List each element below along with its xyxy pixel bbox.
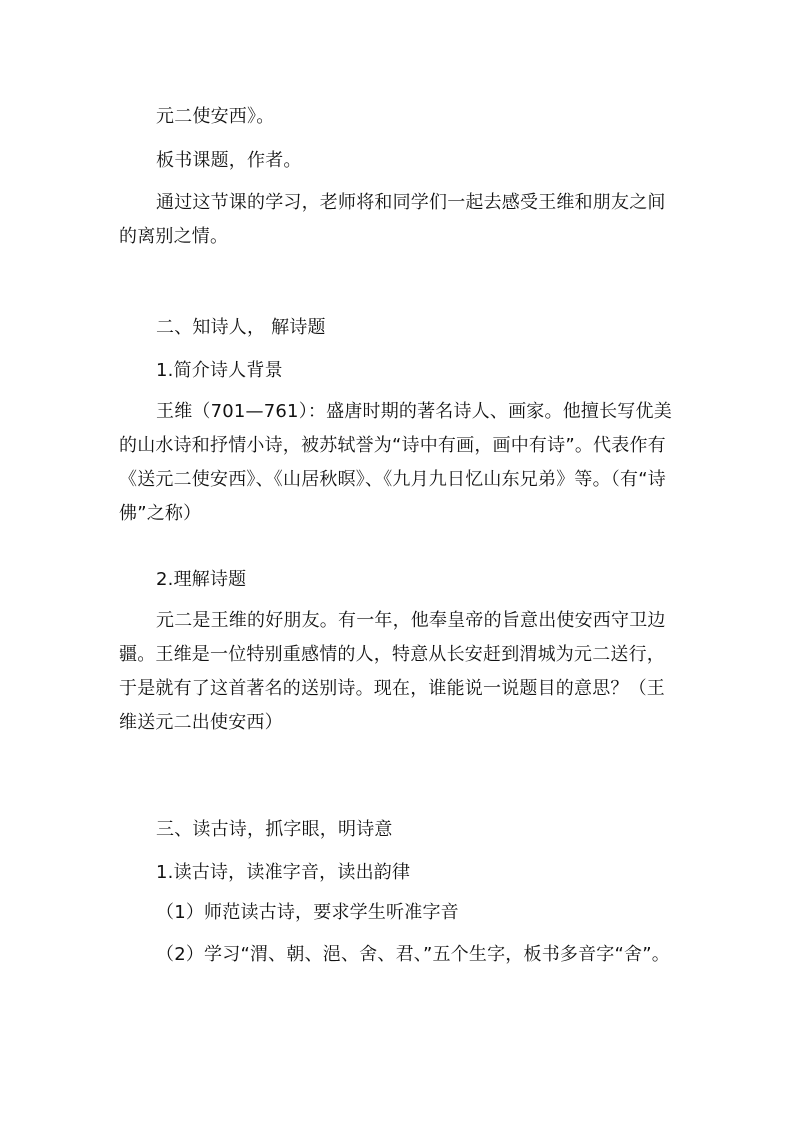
list-item-2: （2）学习“渭、朝、浥、舍、君、”五个生字，板书多音字“舍”。 — [156, 944, 670, 965]
paragraph-yuan-er: 元二是王维的好朋友。有一年，他奉皇帝的旨意出使安西守卫边疆。王维是一位特别重感情的人，特意从长安赶到渭城为元二送行，于是就有了这首著名的送别诗。现在，谁能说一说题目的意思？（王维送元二出使安西） — [119, 610, 666, 733]
section-heading-3: 三、读古诗，抓字眼，明诗意 — [156, 819, 393, 840]
paragraph-board-title: 板书课题，作者。 — [156, 150, 302, 171]
paragraph-lesson-intro: 通过这节课的学习，老师将和同学们一起去感受王维和朋友之间的离别之情。 — [119, 192, 666, 247]
section-heading-2: 二、知诗人， 解诗题 — [156, 317, 326, 338]
paragraph-wang-wei-bio: 王维（701—761）：盛唐时期的著名诗人、画家。他擅长写优美的山水诗和抒情小诗，被苏轼誉为“诗中有画，画中有诗”。代表作有《送元二使安西》、《山居秋暝》、《九月九日忆山东兄弟》等。（有“诗佛”之称） — [119, 401, 672, 524]
subheading-understand-title: 2.理解诗题 — [156, 569, 247, 590]
subheading-read-poem: 1.读古诗，读准字音，读出韵律 — [156, 862, 411, 883]
paragraph-poem-title-end: 元二使安西》。 — [156, 106, 275, 127]
subheading-poet-background: 1.简介诗人背景 — [156, 360, 283, 381]
list-item-1: （1）师范读古诗，要求学生听准字音 — [156, 902, 459, 923]
